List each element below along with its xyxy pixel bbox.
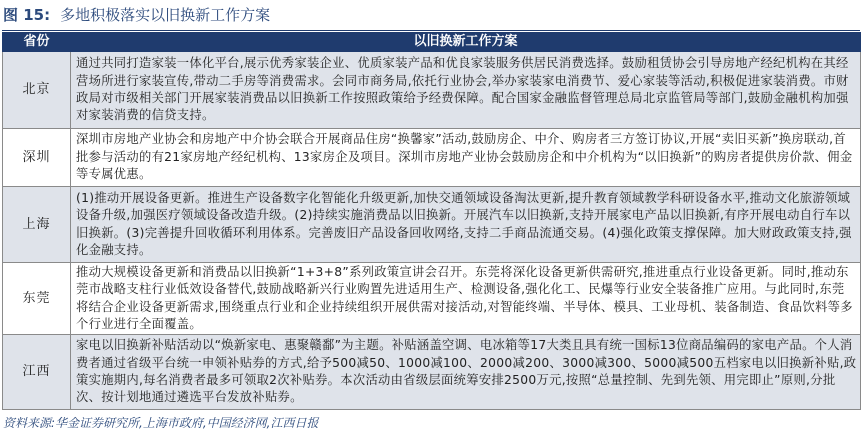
policy-table [2, 32, 861, 410]
table-row-shenzhen [3, 129, 861, 187]
province-cell: 东莞 [3, 263, 71, 335]
plan-cell: 家电以旧换新补贴活动以“焕新家电、惠聚赣鄱”为主题。补贴涵盖空调、电冰箱等17大类且具有统一国标13位商品编码的家电产品。个人消费者通过省级平台统一申领补贴券的方式,给予500减50、1000减100、2000减200、3000减300、5000减500五档家电以旧换新补贴,政策实施期内,每名消费者最多可领取2次补贴券。本次活动由省级层面统筹安排2500万元,按照“总量控制、先到先领、用完即止”原则,分批次、按计划地通过遴选平台发放补贴券。 [71, 335, 861, 410]
province-cell: 深圳 [3, 129, 71, 187]
header-province: 省份 [3, 33, 71, 52]
plan-cell: 推动大规模设备更新和消费品以旧换新“1+3+8”系列政策宣讲会召开。东莞将深化设备更新供需研究,推进重点行业设备更新。同时,推动东莞市战略支柱行业低效设备替代,鼓励战略新兴行业购置先进适用生产、检测设备,强化化工、民爆等行业安全装备推广应用。与此同时,东莞将结合企业设备更新需求,围绕重点行业和企业持续组织开展供需对接活动,对智能终端、半导体、模具、工业母机、装备制造、食品饮料等多个行业进行全面覆盖。 [71, 263, 861, 335]
plan-cell: (1)推动开展设备更新。推进生产设备数字化智能化升级更新,加快交通领域设备淘汰更新,提升教育领域教学科研设备水平,推动文化旅游领域设备升级,加强医疗领域设备改造升级。(2)持续实施消费品以旧换新。开展汽车以旧换新,支持开展家电产品以旧换新,有序开展电动自行车以旧换新。(3)完善提升回收循环利用体系。完善废旧产品设备回收网络,支持二手商品流通交易。(4)强化政策支撑保障。加大财政政策支持,强化金融支持。 [71, 187, 861, 263]
figure-label: 图 15: [3, 6, 51, 24]
table-row-shanghai [3, 187, 861, 263]
province-cell: 江西 [3, 335, 71, 410]
source-note: 资料来源:华金证券研究所,上海市政府,中国经济网,江西日报 [3, 416, 319, 430]
table-header-row [3, 33, 861, 52]
province-cell: 上海 [3, 187, 71, 263]
table-row-dongguan [3, 263, 861, 335]
plan-cell: 深圳市房地产业协会和房地产中介协会联合开展商品住房“换馨家”活动,鼓励房企、中介、购房者三方签订协议,开展“卖旧买新”换房联动,首批参与活动的有21家房地产经纪机构、13家房企及项目。深圳市房地产业协会鼓励房企和中介机构为“以旧换新”的购房者提供房价款、佣金等专属优惠。 [71, 129, 861, 187]
table-row-beijing [3, 52, 861, 129]
header-plan: 以旧换新工作方案 [71, 33, 861, 52]
province-cell: 北京 [3, 52, 71, 129]
figure-title-text: 多地积极落实以旧换新工作方案 [60, 6, 271, 24]
plan-cell: 通过共同打造家装一体化平台,展示优秀家装企业、优质家装产品和优良家装服务供居民消费选择。鼓励租赁协会引导房地产经纪机构在其经营场所进行家装宣传,带动二手房等消费需求。会同市商务局,依托行业协会,举办家装家电消费节、爱心家装等活动,积极促进家装消费。市财政局对市级相关部门开展家装消费品以旧换新工作按照政策给予经费保障。配合国家金融监督管理总局北京监管局等部门,鼓励金融机构加强对家装消费的信贷支持。 [71, 52, 861, 129]
figure-title [3, 3, 270, 27]
title-divider [2, 30, 860, 31]
table-row-jiangxi [3, 335, 861, 410]
